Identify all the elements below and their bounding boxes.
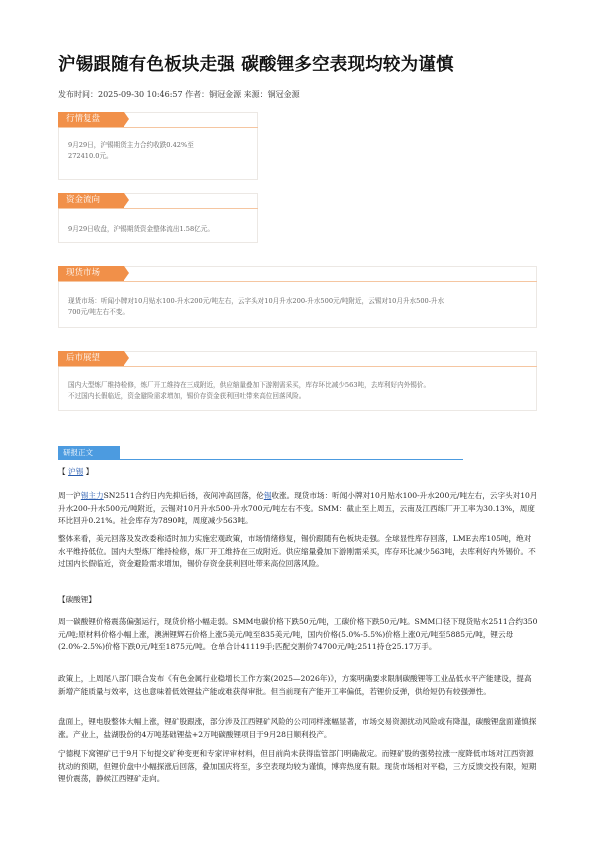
- lithium-paragraph-3: 盘面上，锂电股整体大幅上涨，锂矿股跟涨，部分涉及江西锂矿风险的公司同样涨幅显著，市场交易资源扰动风险或有降温，碳酸锂盘面谨慎探涨。产业上，盐湖股份的4万吨基础锂盐+2万吨碳酸锂项目于9月28日顺利投产。: [58, 717, 537, 739]
- article-meta: 发布时间：2025-09-30 10:46:57 作者：铜冠金源 来源：铜冠金源: [58, 90, 300, 99]
- section-label: 研报正文: [58, 446, 120, 460]
- lme-tin-link[interactable]: 锡: [263, 491, 272, 500]
- card-text-line: 272410.0元。: [68, 152, 113, 160]
- card-text: [68, 140, 194, 162]
- bracket: 【: [58, 467, 66, 476]
- tin-paragraph-2: 整体来看，美元回落及发改委称适时加力实施宏观政策，市场情绪修复，锡价跟随有色板块走强。全球显性库存回落，LME去库105吨，绝对水平维持低位。国内大型炼厂维持检修，炼厂开工维持在三成附近。供应缩量叠加下游刚需采买，库存环比减少563吨，去库利好内外锡价。不过国内长假临近，资金避险需求增加，锡价存资金获利回吐带来高位回落风险。: [58, 534, 536, 568]
- card-text: [68, 296, 444, 318]
- tag-underline: [58, 208, 258, 209]
- tag-underline: [58, 281, 537, 282]
- lithium-paragraph-1: 周一碳酸锂价格震荡偏强运行，现货价格小幅走弱。SMM电碳价格下跌50元/吨，工碳价格下跌50元/吨。SMM口径下现货贴水2511合约350元/吨;原材料价格小幅上涨，澳洲锂辉石价格上涨5美元/吨至835美元/吨，国内价格(5.0%-5.5%)价格上涨0元/吨至5885元/吨，锂云母(2.0%-2.5%)价格下跌0元/吨至1875元/吨。仓单合计41119手;匹配交割价74700元/吨;2511持仓25.17万手。: [58, 617, 538, 651]
- tin-heading: [58, 466, 538, 479]
- paragraph-text: SN2511合约日内先抑后扬，夜间冲高回落，伦: [103, 491, 264, 500]
- card-text-line: 不过国内长假临近，资金避险需求增加，锡价存资金获利回吐带来高位回落风险。: [68, 392, 306, 400]
- tag-capital-flow: 资金流向: [58, 193, 124, 208]
- card-text-line: 9月29日，沪锡期货主力合约收跌0.42%至: [68, 141, 194, 149]
- lithium-heading: 【碳酸锂】: [58, 595, 96, 604]
- card-text-line: 9月29日收盘，沪锡期货资金整体流出1.58亿元。: [68, 225, 214, 233]
- card-text-line: 国内大型炼厂维持检修，炼厂开工维持在三成附近，供应缩量叠加下游刚需采买，库存环比减少563吨，去库利好内外锡价。: [68, 381, 431, 389]
- card-text-line: 现货市场：听闻小牌对10月贴水100-升水200元/吨左右，云字头对10月升水200-升水500元/吨附近，云锡对10月升水500-升水: [68, 297, 445, 305]
- tag-outlook: 后市展望: [58, 351, 124, 366]
- tag-underline: [58, 366, 537, 367]
- lithium-paragraph-2: 政策上，上周尾八部门联合发布《有色金属行业稳增长工作方案(2025—2026年)》，方案明确要求限制碳酸锂等工业品低水平产能建设，提高新增产能质量与效率，这也意味着低效锂盐产能或难获得审批。但当前现有产能开工率偏低，若锂价反弹，供给短仍有较强弹性。: [58, 674, 532, 696]
- section-divider: [58, 459, 463, 460]
- lithium-paragraph-4: 宁德枧下窝锂矿已于9月下旬提交矿种变更和专家评审材料，但目前尚未获得监管部门明确裁定。而锂矿股的强势拉涨一度降低市场对江西资源扰动的预期，但锂价盘中小幅探涨后回落，叠加国庆将至，多空表现均较为谨慎，博弈热度有限。现货市场相对平稳，三方反馈交投有限，短期锂价震荡，静候江西锂矿走向。: [58, 749, 537, 783]
- paragraph-text: 收涨。现货市场：听闻小牌对10月贴水100-升水200元/吨左右，云字头对10月升水200-升水500元/吨附近，云锡对10月升水500-升水700元/吨左右不变。SMM：截止至上周五，云南及江西练厂开工率为30.13%，周度环比回升0.21%。社会库存为7890吨，周度减少563吨。: [58, 491, 538, 525]
- card-text: [68, 224, 214, 235]
- card-text-line: 700元/吨左右不变。: [68, 308, 129, 316]
- tin-paragraph-1: [58, 490, 538, 528]
- tin-link[interactable]: 沪锡: [68, 467, 84, 476]
- card-text: [68, 380, 430, 402]
- tin-main-contract-link[interactable]: 锡主力: [80, 491, 104, 500]
- tag-underline: [58, 127, 258, 128]
- paragraph-text: 周一沪: [58, 491, 81, 500]
- bracket: 】: [85, 467, 94, 476]
- tag-spot-market: 现货市场: [58, 266, 124, 281]
- tag-market-review: 行情复盘: [58, 112, 124, 127]
- article-title: 沪锡跟随有色板块走强 碳酸锂多空表现均较为谨慎: [58, 55, 454, 75]
